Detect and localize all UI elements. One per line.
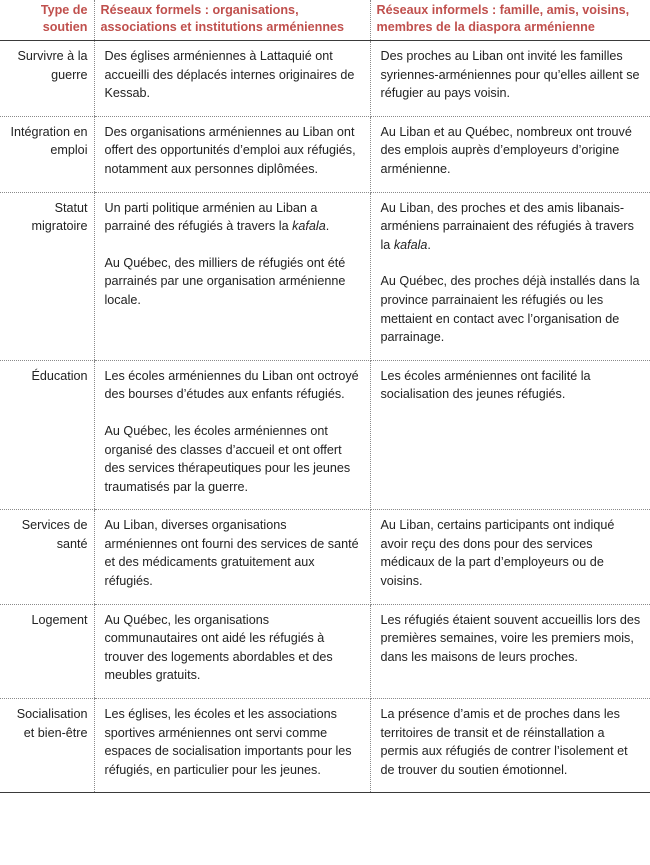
table-row	[0, 192, 650, 360]
informal-network-paragraph	[381, 272, 643, 346]
support-type-cell: Services de santé	[0, 510, 94, 604]
informal-network-paragraph	[381, 123, 643, 179]
formal-network-paragraph	[105, 422, 362, 496]
informal-network-cell	[370, 360, 650, 510]
informal-network-cell	[370, 41, 650, 117]
text-run: Au Québec, des milliers de réfugiés ont été parrainés par une organisation arménienne locale.	[104, 255, 346, 307]
table-row	[0, 699, 650, 793]
formal-network-paragraph	[105, 254, 362, 310]
formal-network-paragraph	[105, 123, 362, 179]
support-type-cell: Logement	[0, 604, 94, 698]
text-run: Des proches au Liban ont invité les familles syriennes-arméniennes pour qu’elles aillent se réfugier au pays voisin.	[380, 49, 640, 101]
informal-network-paragraph	[381, 47, 643, 103]
informal-network-paragraph	[381, 705, 643, 779]
header-type: Type de soutien	[0, 0, 94, 41]
header-formal-networks: Réseaux formels : organisations, associations et institutions arméniennes	[94, 0, 370, 41]
text-run: Au Liban, diverses organisations arméniennes ont fourni des services de santé et des médicaments gratuitement aux réfugiés.	[104, 518, 359, 589]
support-type-cell: Statut migratoire	[0, 192, 94, 360]
formal-network-cell	[94, 116, 370, 192]
formal-network-cell	[94, 192, 370, 360]
text-run: Les églises, les écoles et les associations sportives arméniennes ont servi comme espaces de socialisation importants pour les réfugiés, en particulier pour les jeunes.	[104, 707, 352, 777]
table-row	[0, 360, 650, 510]
support-type-cell: Socialisation et bien-être	[0, 699, 94, 793]
formal-network-cell	[94, 604, 370, 698]
informal-network-paragraph	[381, 611, 643, 667]
text-run: Au Québec, les écoles arméniennes ont organisé des classes d’accueil et ont offert des services thérapeutiques pour les jeunes traumatisés par la guerre.	[104, 423, 351, 494]
header-informal-networks: Réseaux informels : famille, amis, voisins, membres de la diaspora arménienne	[370, 0, 650, 41]
formal-network-cell	[94, 41, 370, 117]
formal-network-paragraph	[105, 47, 362, 103]
table-row	[0, 510, 650, 604]
support-type-cell: Survivre à la guerre	[0, 41, 94, 117]
table-body	[0, 41, 650, 793]
header-row	[0, 0, 650, 41]
informal-network-paragraph	[381, 516, 643, 590]
informal-network-cell	[370, 510, 650, 604]
italic-term: kafala	[393, 237, 428, 252]
support-type-cell: Éducation	[0, 360, 94, 510]
formal-network-paragraph	[105, 611, 362, 685]
text-run: La présence d’amis et de proches dans les territoires de transit et de réinstallation a permis aux réfugiés de contrer l’isolement et de trouver du soutien émotionnel.	[380, 707, 628, 777]
text-run: Les réfugiés étaient souvent accueillis lors des premières semaines, voire les premiers mois, dans les maisons de leurs proches.	[380, 612, 641, 664]
support-type-cell: Intégration en emploi	[0, 116, 94, 192]
formal-network-paragraph	[105, 705, 362, 779]
informal-network-paragraph	[381, 199, 643, 255]
text-run: Au Québec, des proches déjà installés dans la province parrainaient les réfugiés ou les mettaient en contact avec l’organisation de parrainage.	[380, 274, 640, 345]
text-run: Un parti politique arménien au Liban a parrainé des réfugiés à travers la	[104, 200, 318, 234]
informal-network-cell	[370, 604, 650, 698]
formal-network-paragraph	[105, 367, 362, 404]
table-row	[0, 604, 650, 698]
informal-network-cell	[370, 699, 650, 793]
formal-network-cell	[94, 510, 370, 604]
formal-network-cell	[94, 360, 370, 510]
text-run: Les écoles arméniennes ont facilité la socialisation des jeunes réfugiés.	[380, 368, 591, 402]
text-run: Au Québec, les organisations communautaires ont aidé les réfugiés à trouver des logements abordables et des meubles gratuits.	[104, 612, 333, 683]
text-run: .	[325, 219, 330, 234]
formal-network-paragraph	[105, 516, 362, 590]
text-run: Des églises arméniennes à Lattaquié ont accueilli des déplacés internes originaires de Kessab.	[104, 49, 355, 101]
table-row	[0, 116, 650, 192]
text-run: Des organisations arméniennes au Liban ont offert des opportunités d’emploi aux réfugiés, notamment aux personnes diplômées.	[104, 124, 356, 176]
table-row	[0, 41, 650, 117]
text-run: Les écoles arméniennes du Liban ont octroyé des bourses d’études aux enfants réfugiés.	[104, 368, 359, 402]
text-run: Au Liban et au Québec, nombreux ont trouvé des emplois auprès d’employeurs d’origine arménienne.	[380, 124, 632, 176]
formal-network-paragraph	[105, 199, 362, 236]
formal-network-cell	[94, 699, 370, 793]
informal-network-cell	[370, 116, 650, 192]
text-run: .	[427, 237, 431, 252]
informal-network-cell	[370, 192, 650, 360]
text-run: Au Liban, certains participants ont indiqué avoir reçu des dons pour des services médicaux de la part d’employeurs ou de voisins.	[380, 518, 615, 589]
italic-term: kafala	[292, 219, 326, 234]
informal-network-paragraph	[381, 367, 643, 404]
text-run: Au Liban, des proches et des amis libanais-arméniens parrainaient des réfugiés à travers la	[380, 200, 634, 252]
